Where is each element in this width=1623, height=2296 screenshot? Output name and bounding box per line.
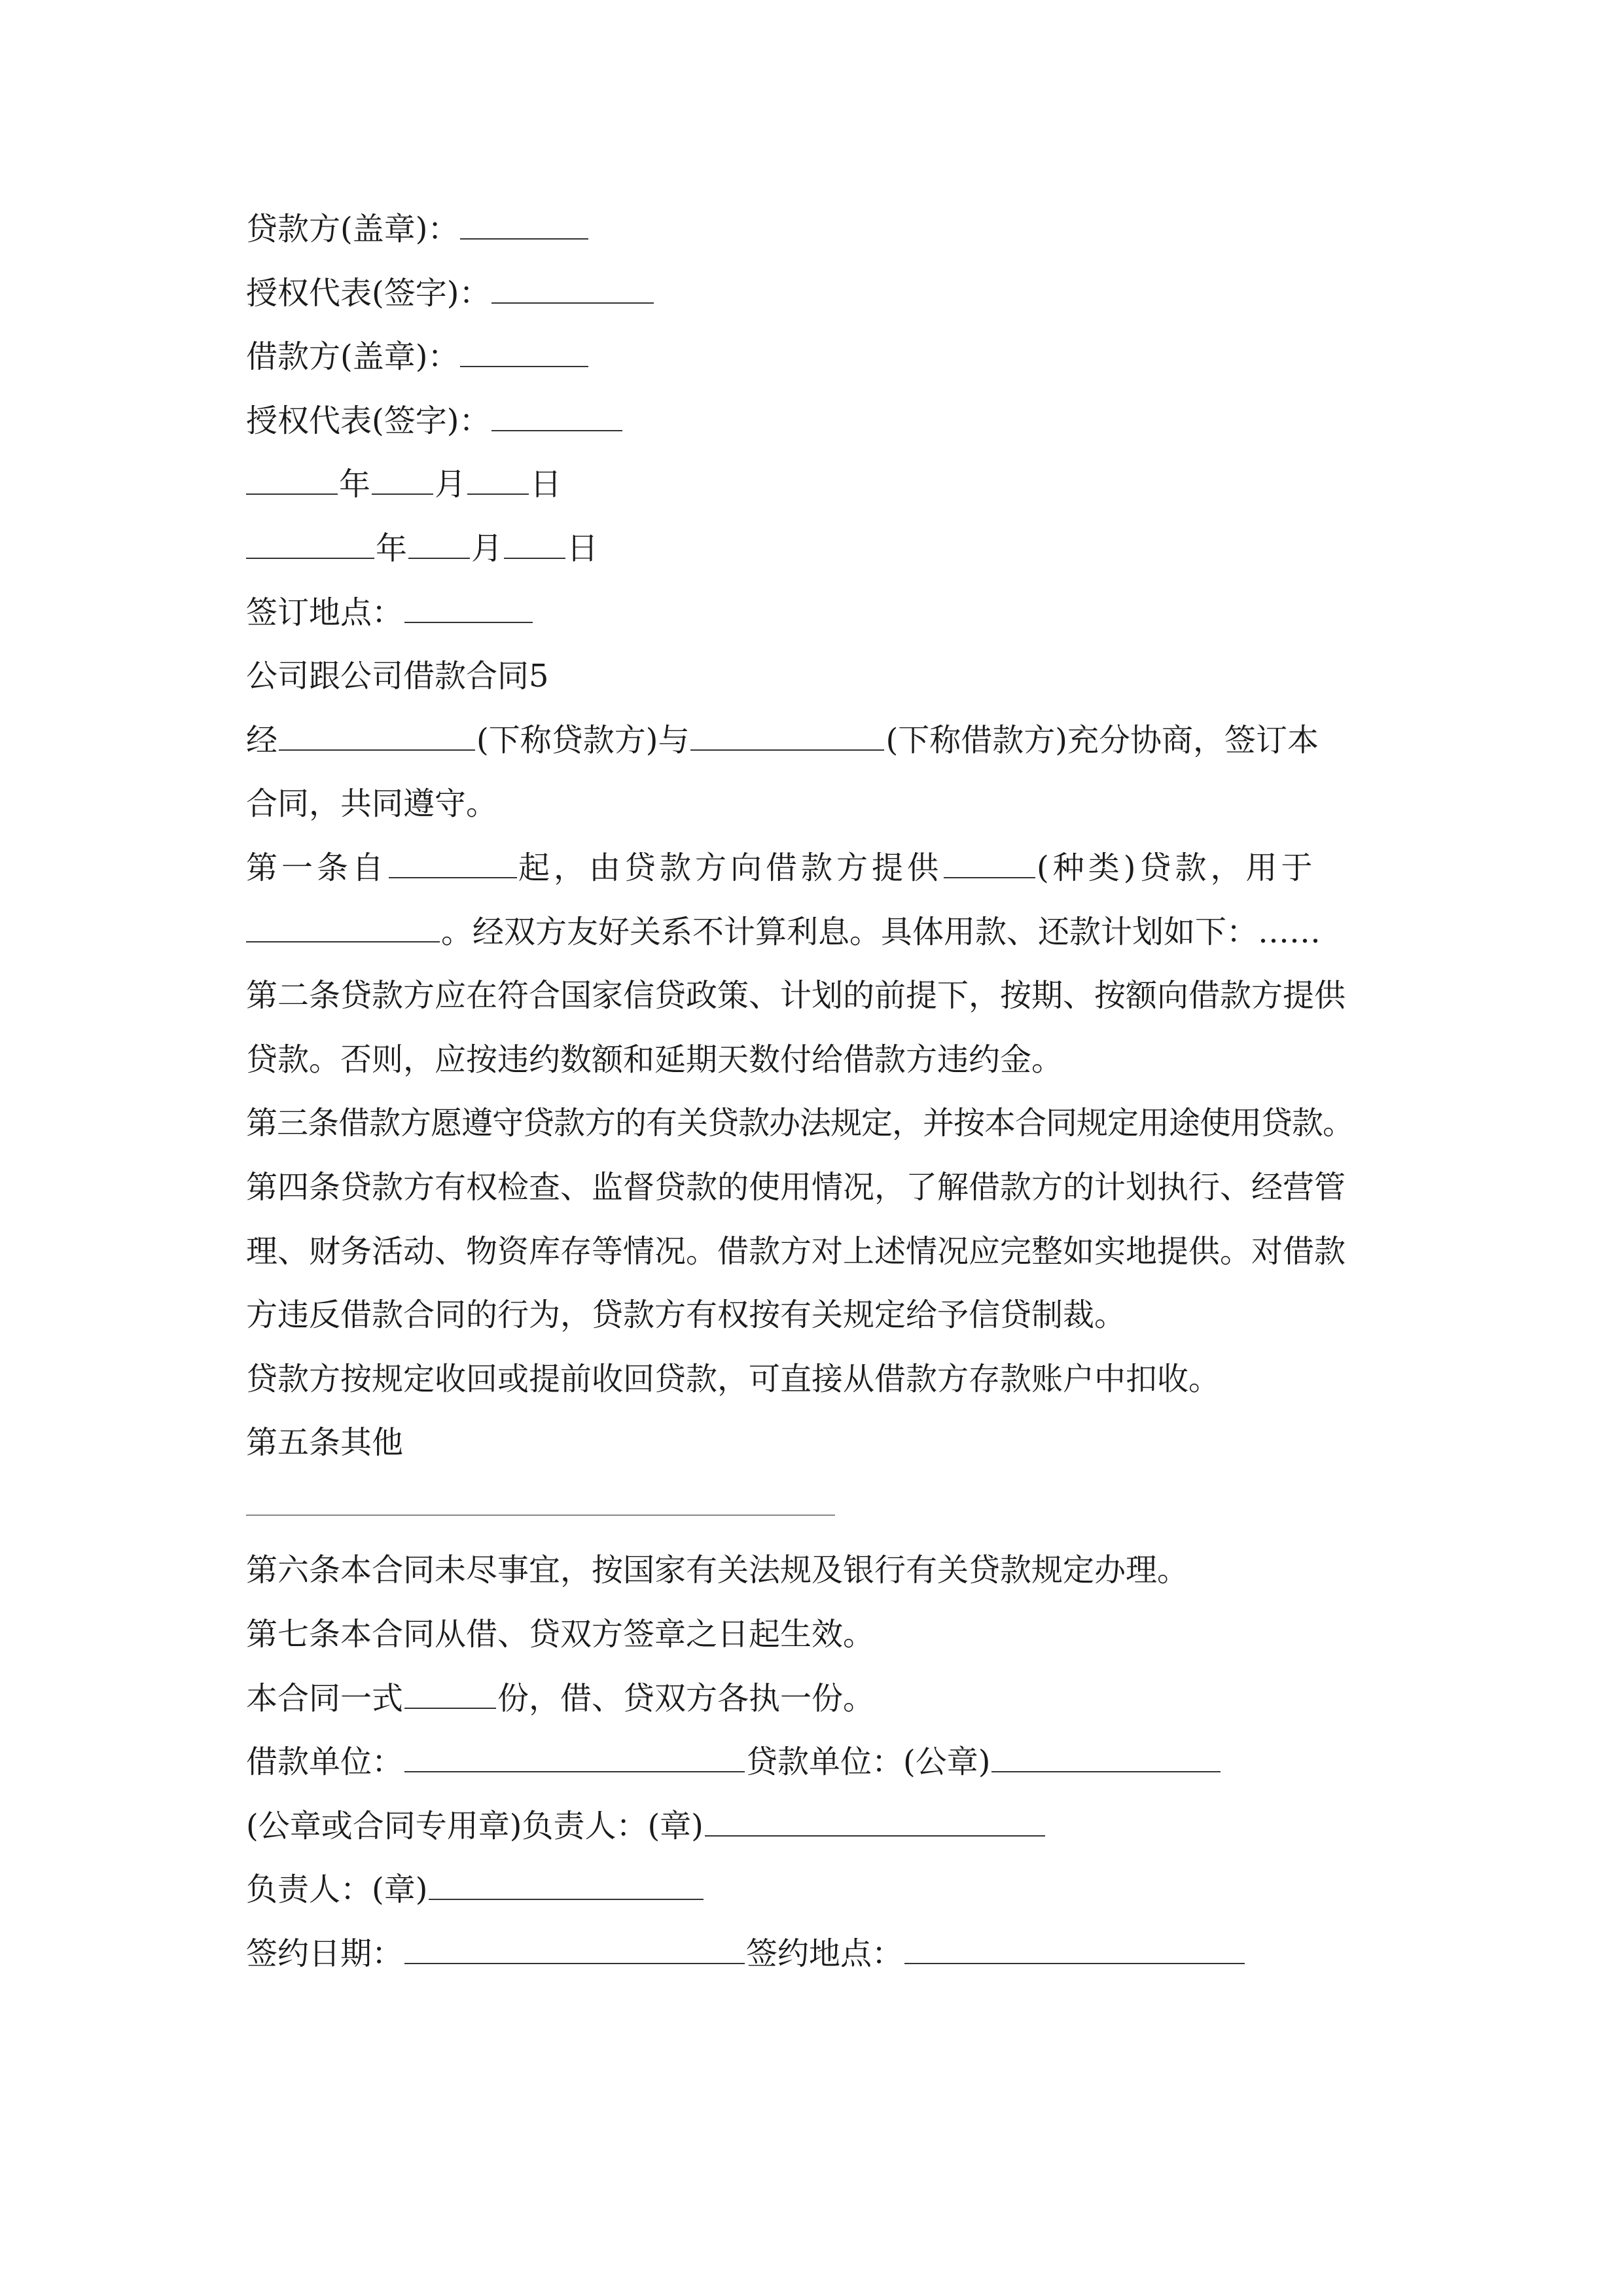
year-blank (246, 531, 374, 559)
sign-place-line (246, 581, 1385, 645)
borrower-rep-line (246, 389, 1385, 454)
intro-line (246, 709, 1385, 773)
borrower-seal-line (246, 325, 1385, 389)
month-blank (408, 531, 470, 559)
borrower-seal-blank (460, 340, 588, 367)
article-2-line: 第二条贷款方应在符合国家信贷政策、计划的前提下，按期、按额向借款方提供 (246, 977, 1346, 1014)
borrower-rep-label: 授权代表(签字)： (246, 402, 491, 439)
borrower-unit-blank (404, 1745, 745, 1772)
article-5-rule (246, 1475, 1385, 1539)
lender-unit-label: 贷款单位：(公章) (746, 1744, 991, 1781)
month-blank (372, 467, 433, 495)
units-line (246, 1731, 1385, 1795)
lender-unit-blank (991, 1745, 1221, 1772)
borrower-rep-blank (491, 404, 622, 431)
loan-type-blank (944, 851, 1035, 878)
copies-line (246, 1667, 1385, 1731)
contract-page (246, 198, 1385, 1986)
borrower-seal-label: 借款方(盖章)： (246, 338, 459, 376)
year-label: 年 (376, 529, 408, 567)
intro-suffix: (下称借款方)充分协商，签订本 (885, 721, 1319, 759)
lender-rep-line (246, 262, 1385, 326)
article-1-line-2 (246, 901, 1385, 965)
sign-date-label: 签约日期： (246, 1935, 404, 1973)
seal-head-line (246, 1795, 1385, 1859)
seal-head-blank (705, 1809, 1045, 1837)
date-line-1 (246, 453, 1385, 517)
article-4-line-3: 方违反借款合同的行为，贷款方有权按有关规定给予信贷制裁。 (246, 1297, 1126, 1334)
month-label: 月 (471, 529, 503, 567)
copies-blank (404, 1681, 496, 1709)
copies-suffix: 份，借、贷双方各执一份。 (497, 1679, 875, 1717)
intro-line-2: 合同，共同遵守。 (246, 785, 498, 823)
intro-lender-term: (下称贷款方)与 (476, 721, 690, 759)
start-date-blank (389, 851, 517, 878)
copies-prefix: 本合同一式 (246, 1679, 404, 1717)
article-5-line: 第五条其他 (246, 1424, 404, 1462)
article-1-continuation: 。经双方友好关系不计算利息。具体用款、还款计划如下：…… (441, 913, 1321, 950)
month-label: 月 (435, 466, 467, 503)
article-1-middle: 起，由贷款方向借款方提供 (518, 849, 943, 886)
article-2-line-2: 贷款。否则，应按违约数额和延期天数付给借款方违约金。 (246, 1041, 1063, 1078)
article-4-line-2: 理、财务活动、物资库存等情况。借款方对上述情况应完整如实地提供。对借款 (246, 1232, 1346, 1270)
lender-seal-blank (460, 212, 588, 240)
contract-title: 公司跟公司借款合同5 (246, 658, 549, 695)
sign-place-blank (404, 596, 533, 623)
lender-rep-blank (491, 276, 654, 304)
article-4-line: 第四条贷款方有权检查、监督贷款的使用情况，了解借款方的计划执行、经营管 (246, 1168, 1346, 1206)
lender-rep-label: 授权代表(签字)： (246, 274, 491, 312)
sign-place-label: 签订地点： (246, 594, 404, 631)
borrower-name-blank (690, 723, 884, 751)
date-line-2 (246, 517, 1385, 581)
day-label: 日 (530, 466, 562, 503)
article-6-line: 第六条本合同未尽事宜，按国家有关法规及银行有关贷款规定办理。 (246, 1552, 1189, 1589)
article-1-prefix: 第一条自 (246, 849, 388, 886)
head-line (246, 1858, 1385, 1922)
article-7-line: 第七条本合同从借、贷双方签章之日起生效。 (246, 1616, 875, 1653)
article-4-line-4: 贷款方按规定收回或提前收回贷款，可直接从借款方存款账户中扣收。 (246, 1360, 1221, 1397)
head-label: 负责人：(章) (246, 1871, 428, 1909)
article-1-suffix: (种类)贷款，用于 (1037, 849, 1317, 886)
lender-seal-label: 贷款方(盖章)： (246, 211, 459, 247)
lender-seal-line (246, 198, 1385, 262)
loan-purpose-blank (246, 915, 440, 942)
horizontal-rule (246, 1515, 835, 1516)
sign-location-blank (904, 1937, 1245, 1964)
day-blank (467, 467, 529, 495)
article-1-line (246, 836, 1385, 901)
year-blank (246, 467, 338, 495)
head-blank (429, 1873, 704, 1900)
borrower-unit-label: 借款单位： (246, 1744, 404, 1781)
seal-head-label: (公章或合同专用章)负责人：(章) (246, 1807, 704, 1844)
intro-prefix: 经 (246, 721, 278, 759)
year-label: 年 (339, 466, 371, 503)
article-3-line: 第三条借款方愿遵守贷款方的有关贷款办法规定，并按本合同规定用途使用贷款。 (246, 1105, 1354, 1142)
day-label: 日 (567, 529, 599, 567)
sign-date-blank (404, 1937, 745, 1964)
sign-date-line (246, 1922, 1385, 1986)
day-blank (504, 531, 565, 559)
sign-location-label: 签约地点： (746, 1935, 904, 1973)
lender-name-blank (279, 723, 475, 751)
